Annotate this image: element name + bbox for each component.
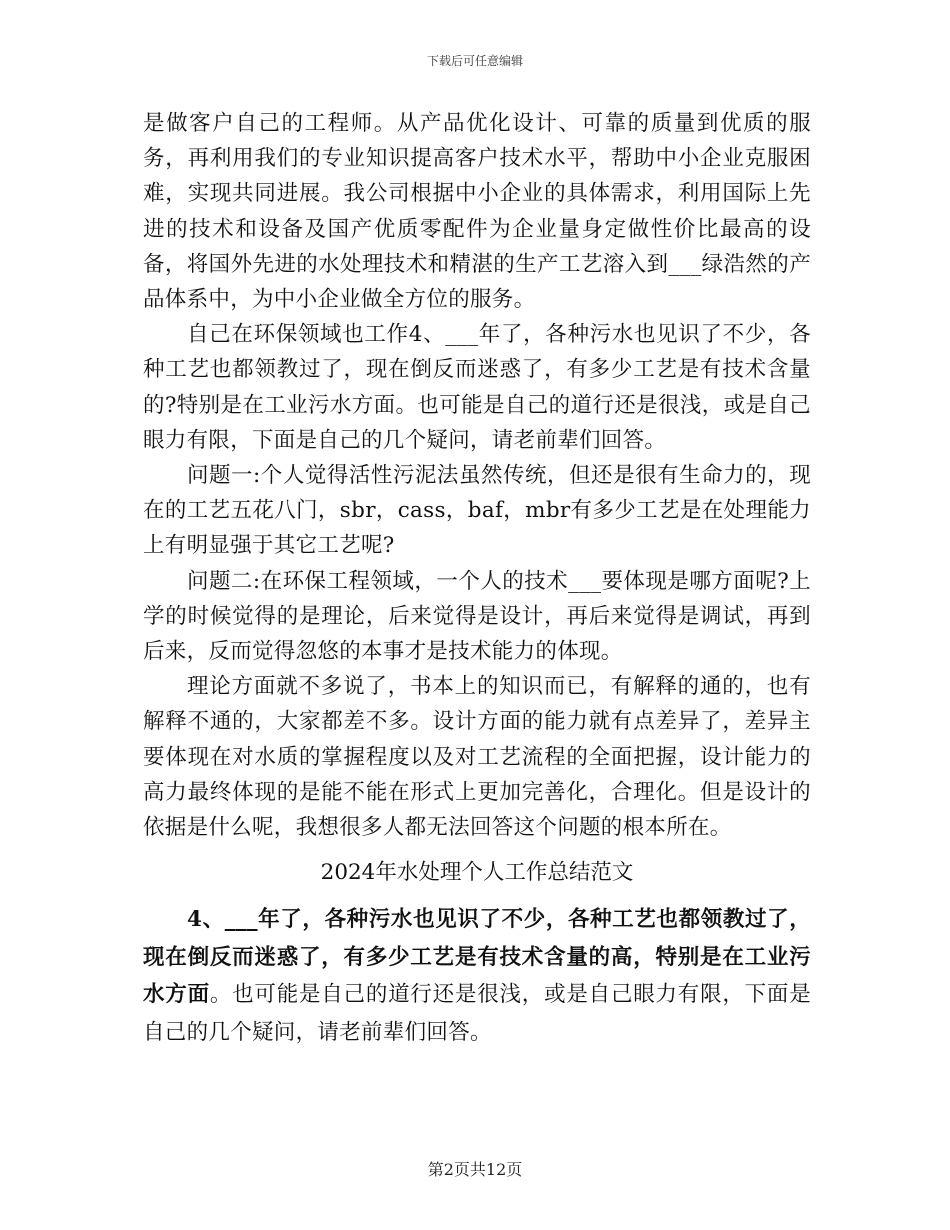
paragraph-question-two: 问题二:在环保工程领域，一个人的技术___要体现是哪方面呢?上学的时候觉得的是理论，后来觉得是设计，再后来觉得是调试，再到后来，反而觉得忽悠的本事才是技术能力的体现。 — [143, 568, 811, 665]
lead-paragraph — [143, 901, 811, 1051]
paragraph-question-one: 问题一:个人觉得活性污泥法虽然传统，但还是很有生命力的，现在的工艺五花八门，sbr，cass，baf，mbr有多少工艺是在处理能力上有明显强于其它工艺呢? — [143, 463, 811, 559]
page-header: 下载后可任意编辑 — [426, 54, 523, 68]
paragraph-experience: 自己在环保领域也工作4、___年了，各种污水也见识了不少，各种工艺也都领教过了，现在倒反而迷惑了，有多少工艺是有技术含量的?特别是在工业污水方面。也可能是自己的道行还是很浅，或是自己眼力有限，下面是自己的几个疑问，请老前辈们回答。 — [143, 322, 811, 453]
paragraph-continuation: 是做客户自己的工程师。从产品优化设计、可靠的质量到优质的服务，再利用我们的专业知识提高客户技术水平，帮助中小企业克服困难，实现共同进展。我公司根据中小企业的具体需求，利用国际上先进的技术和设备及国产优质零配件为企业量身定做性价比最高的设备，将国外先进的水处理技术和精湛的生产工艺溶入到___绿浩然的产品体系中，为中小企业做全方位的服务。 — [143, 111, 811, 313]
paragraph-theory-design: 理论方面就不多说了，书本上的知识而已，有解释的通的，也有解释不通的，大家都差不多。设计方面的能力就有点差异了，差异主要体现在对水质的掌握程度以及对工艺流程的全面把握，设计能力的高力最终体现的是能不能在形式上更加完善化，合理化。但是设计的依据是什么呢，我想很多人都无法回答这个问题的根本所在。 — [143, 674, 811, 841]
section-title: 2024年水处理个人工作总结范文 — [320, 860, 634, 886]
document-body — [143, 106, 811, 1051]
page-footer: 第2页共12页 — [427, 1160, 523, 1179]
lead-bold-text: 4、___年了，各种污水也见识了不少，各种工艺也都领教过了，现在倒反而迷惑了，有多少工艺是有技术含量的高，特别是在工业污水方面 — [143, 907, 811, 1008]
lead-normal-text: 。也可能是自己的道行还是很浅，或是自己眼力有限，下面是自己的几个疑问，请老前辈们回答。 — [143, 982, 811, 1045]
